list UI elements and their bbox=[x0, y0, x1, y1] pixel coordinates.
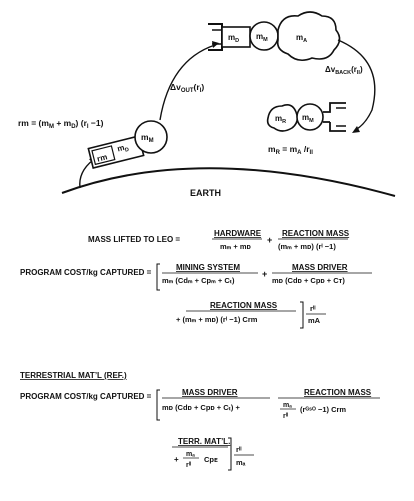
mass-lifted-t1-num: HARDWARE bbox=[214, 229, 262, 238]
dv-back-label: $\Delta v_{BACK}(r_{II})$ bbox=[325, 65, 363, 76]
program-cost-t1-num: MINING SYSTEM bbox=[176, 263, 241, 272]
program-cost-t1-den: mₘ (Cdₘ + Cpₘ + Cₜ) bbox=[162, 276, 235, 285]
earth-label: EARTH bbox=[190, 188, 221, 198]
bottom-mm-label: $m_M$ bbox=[302, 113, 314, 124]
return-trajectory bbox=[338, 40, 375, 130]
program-cost-t2-num: MASS DRIVER bbox=[292, 263, 348, 272]
dv-out-label: $\Delta v_{OUT}(r_I)$ bbox=[170, 82, 205, 94]
box-md-label: $m_D$ bbox=[116, 143, 130, 154]
program-cost-lhs: PROGRAM COST/kg CAPTURED = bbox=[20, 268, 152, 277]
program-cost-t2-den: mᴅ (Cdᴅ + Cpᴅ + Cᴛ) bbox=[272, 276, 345, 285]
terrestrial-cost-t3-frac-den: rᴵᴵ bbox=[186, 462, 192, 469]
asteroid-ma bbox=[278, 12, 340, 60]
mass-lifted-t2-den: (mₘ + mᴅ) (rᴵ −1) bbox=[278, 242, 336, 251]
terrestrial-cost-t2-frac-den: rᴵᴵ bbox=[283, 413, 289, 420]
terrestrial-cost-t1-num: MASS DRIVER bbox=[182, 388, 238, 397]
return-spacecraft bbox=[268, 103, 346, 131]
mass-lifted-plus: + bbox=[267, 235, 273, 245]
bottom-mr-label: $m_R$ bbox=[275, 114, 287, 125]
top-ma-label: $m_A$ bbox=[296, 33, 308, 44]
terrestrial-cost-t2-num: REACTION MASS bbox=[304, 388, 372, 397]
program-cost-t3-den: + (mₘ + mᴅ) (rᴵ −1) Crm bbox=[176, 315, 258, 324]
terrestrial-cost-t2-rest: (rᴳˢᴼ −1) Crm bbox=[300, 405, 347, 414]
top-mm-label: $m_M$ bbox=[256, 32, 268, 43]
terrestrial-cost-t3-plus: + bbox=[174, 455, 179, 464]
program-cost-plus: + bbox=[262, 269, 268, 279]
terrestrial-cost-t3-frac-num: mₐ bbox=[186, 451, 195, 458]
terrestrial-cost-t3-rest: Cpᴇ bbox=[204, 455, 218, 464]
program-cost-frac-den: mA bbox=[308, 316, 321, 325]
mass-lifted-t2-num: REACTION MASS bbox=[282, 229, 350, 238]
box-rm-label: rm bbox=[96, 152, 109, 164]
top-md-label: $m_D$ bbox=[228, 33, 240, 44]
top-spacecraft bbox=[208, 12, 340, 60]
mr-formula: $m_R = m_A$ $/r_{II}$ bbox=[268, 144, 313, 156]
terrestrial-cost-t1-den: mᴅ (Cdᴅ + Cpᴅ + Cₜ) + bbox=[162, 403, 240, 412]
mass-lifted-lhs: MASS LIFTED TO LEO = bbox=[88, 235, 181, 244]
terrestrial-header: TERRESTRIAL MAT’L (REF.) bbox=[20, 371, 127, 380]
earth-horizon bbox=[62, 168, 395, 196]
terrestrial-cost-frac-num: rᴵᴵ bbox=[236, 445, 242, 454]
program-cost-t3-num: REACTION MASS bbox=[210, 301, 278, 310]
program-cost-frac-num: rᴵᴵ bbox=[310, 304, 316, 313]
launch-spacecraft bbox=[88, 121, 167, 168]
terrestrial-cost-t3-num: TERR. MAT’L. bbox=[178, 437, 231, 446]
rock-mr bbox=[268, 105, 298, 131]
terrestrial-cost-t2-frac-num: mₐ bbox=[283, 402, 292, 409]
terrestrial-cost-lhs: PROGRAM COST/kg CAPTURED = bbox=[20, 392, 152, 401]
circle-mm-label: $m_M$ bbox=[141, 132, 154, 144]
rm-formula: rm = $(m_M + m_D)$ $(r_I -1)$ bbox=[18, 118, 104, 130]
outbound-trajectory bbox=[160, 45, 215, 120]
mass-lifted-t1-den: mₘ + mᴅ bbox=[220, 242, 251, 251]
terrestrial-cost-frac-den: mₐ bbox=[236, 458, 246, 467]
